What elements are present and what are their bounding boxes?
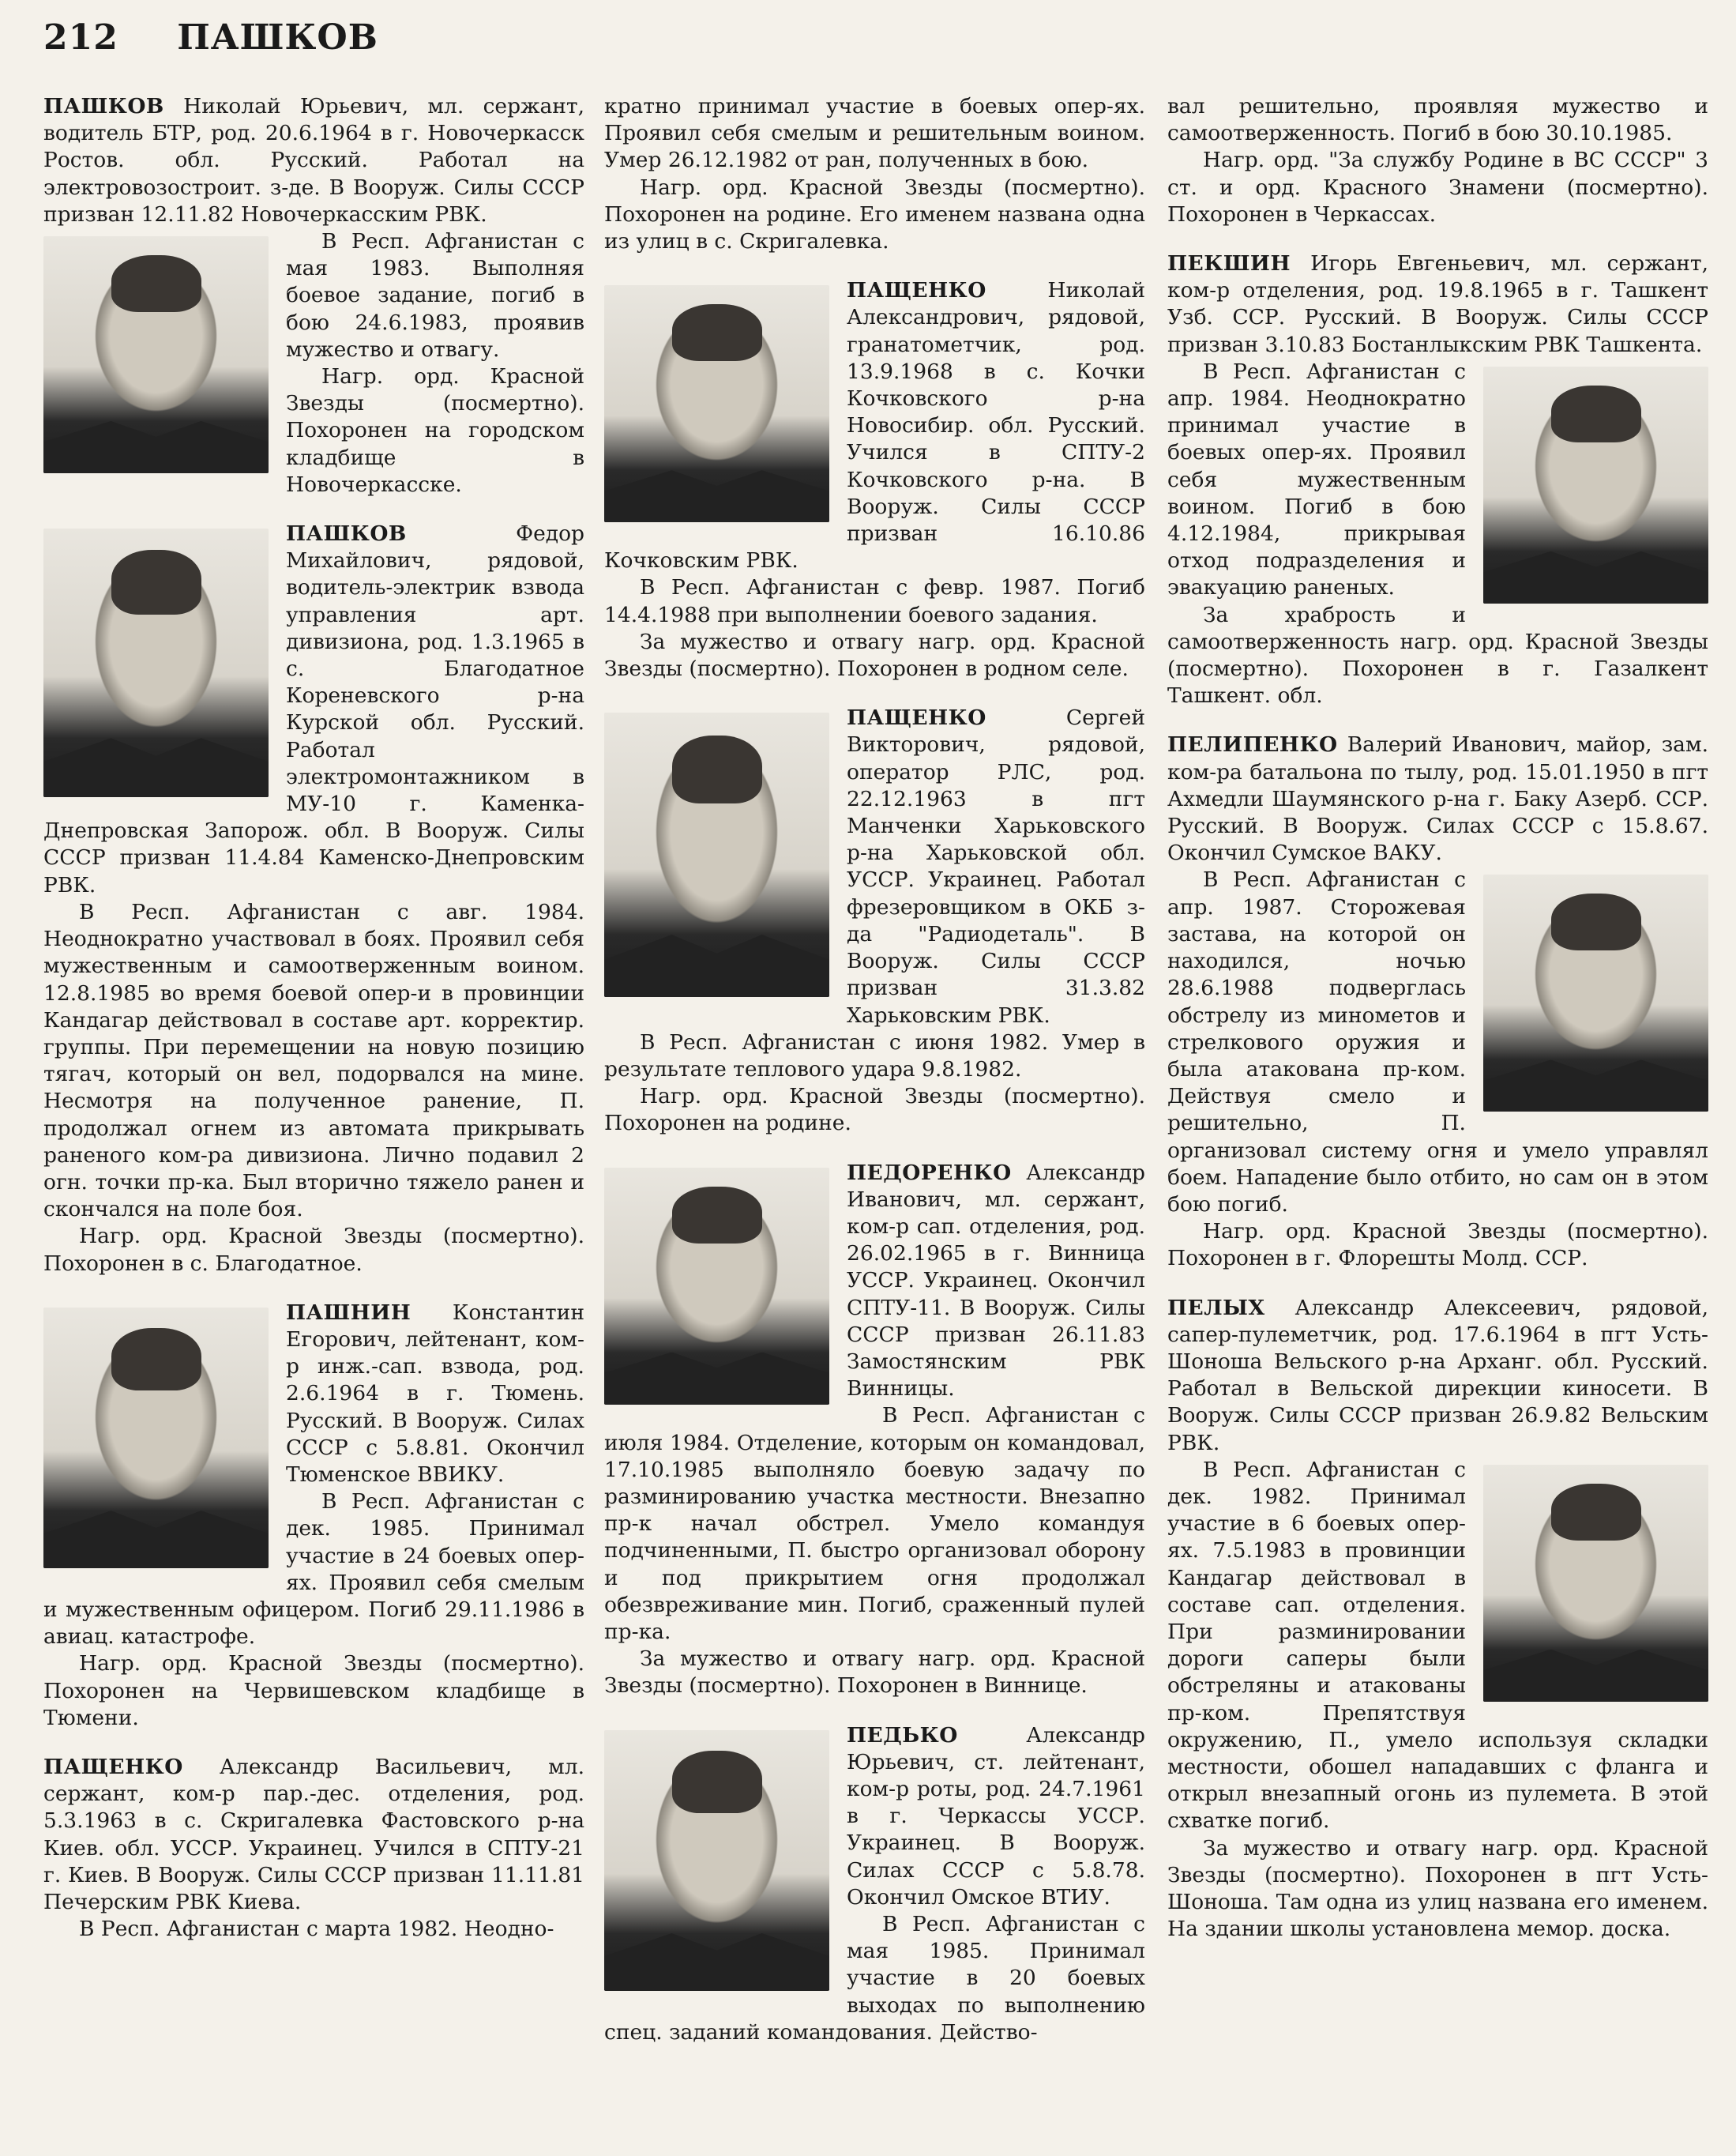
entry-paragraph: Нагр. орд. Красной Звезды (посмертно). Похоронен на родине. [604, 1084, 1145, 1136]
entry-pelipenko [1167, 732, 1708, 1272]
entry-continuation [604, 93, 1145, 255]
entry-surname: ПАЩЕНКО [43, 1754, 183, 1779]
entry-text: Игорь Евгеньевич, мл. сержант, ком-р отделения, род. 19.8.1965 в г. Ташкент Узб. ССР. Русский. В Вооруж. Силы СССР призван 3.10.83 Бостанлыкским РВК Ташкента. [1167, 251, 1708, 357]
portrait-photo [43, 529, 269, 797]
entry-text: Александр Иванович, мл. сержант, ком-р сап. отделения, род. 26.02.1965 в г. Винница УССР. Украинец. Окончил СПТУ-11. В Вооруж. Силы СССР призван 26.11.83 Замостянским РВК Винницы. [847, 1160, 1145, 1402]
entry-paragraph: В Респ. Афганистан с мая 1985. Принимал участие в 20 боевых выходах по выполнению спец. заданий командования. Действо- [604, 1912, 1145, 2045]
entry-surname: ПЕКШИН [1167, 251, 1291, 277]
entry-paragraph: За мужество и отвагу нагр. орд. Красной Звезды (посмертно). Похоронен в родном селе. [604, 629, 1145, 682]
entry-surname: ПАШКОВ [43, 94, 164, 119]
page-number: 212 [43, 17, 118, 58]
entry-text: Николай Александрович, рядовой, гранатометчик, род. 13.9.1968 в с. Кочки Кочковского р-на Новосибир. обл. Русский. Учился в СПТУ-2 Кочковского р-на. В Вооруж. Силы СССР призван 16.10.86 Кочковским РВК. [604, 278, 1145, 574]
entry-pekshin [1167, 250, 1708, 709]
entry-pashchenko-sergey [604, 705, 1145, 1137]
entry-paragraph: Нагр. орд. Красной Звезды (посмертно). Похоронен на родине. Его именем названа одна из улиц в с. Скригалевка. [604, 175, 1145, 254]
entry-paragraph: Нагр. орд. "За службу Родине в ВС СССР" 3 ст. и орд. Красного Знамени (посмертно). Похоронен в Черкассах. [1167, 148, 1708, 227]
entry-pedko [604, 1722, 1145, 2046]
entry-text: Сергей Викторович, рядовой, оператор РЛС, род. 22.12.1963 в пгт Манченки Харьковского р-на Харьковской обл. УССР. Украинец. Работал фрезеровщиком в ОКБ з-да "Радиодеталь". В Вооруж. Силы СССР призван 31.3.82 Харьковским РВК. [847, 705, 1145, 1028]
entry-pedorenko [604, 1160, 1145, 1700]
entry-paragraph: Нагр. орд. Красной Звезды (посмертно). Похоронен на Червишевском кладбище в Тюмени. [43, 1651, 584, 1730]
entry-pashnin [43, 1300, 584, 1732]
portrait-photo [43, 236, 269, 473]
entry-pelykh [1167, 1295, 1708, 1943]
column-3 [1167, 93, 1708, 1965]
entry-paragraph: В Респ. Афганистан с февр. 1987. Погиб 14.4.1988 при выполнении боевого задания. [604, 575, 1145, 627]
portrait-photo [1483, 367, 1708, 604]
entry-text: Александр Юрьевич, ст. лейтенант, ком-р роты, род. 24.7.1961 в г. Черкассы УССР. Украинец. В Вооруж. Силах СССР с 5.8.78. Окончил Омское ВТИУ. [847, 1722, 1145, 1910]
entry-surname: ПЕДЬКО [847, 1722, 958, 1748]
entry-surname: ПАЩЕНКО [847, 278, 986, 303]
column-2 [604, 93, 1145, 2068]
entry-pashchenko-nikolay [604, 277, 1145, 683]
entry-surname: ПАШКОВ [286, 521, 407, 547]
entry-paragraph: В Респ. Афганистан с апр. 1987. Сторожевая застава, на которой он находился, ночью 28.6.1988 подверглась обстрелу из минометов и стрелкового оружия и была атакована пр-ком. Действуя смело и решительно, П. организовал систему огня и умело управлял боем. Нападение было отбито, но сам он в этом бою погиб. [1167, 867, 1708, 1217]
entry-text: Александр Васильевич, мл. сержант, ком-р пар.-дес. отделения, род. 5.3.1963 в с. Скригалевка Фастовского р-на Киев. обл. УССР. Украинец. Учился в СПТУ-21 г. Киев. В Вооруж. Силы СССР призван 11.11.81 Печерским РВК Киева. [43, 1754, 584, 1914]
entry-paragraph: В Респ. Афганистан с июня 1982. Умер в результате теплового удара 9.8.1982. [604, 1029, 1145, 1082]
page-header [43, 17, 378, 58]
entry-paragraph: За мужество и отвагу нагр. орд. Красной Звезды (посмертно). Похоронен в Виннице. [604, 1646, 1145, 1699]
entry-surname: ПАЩЕНКО [847, 705, 986, 731]
entry-paragraph: За храбрость и самоотверженность нагр. орд. Красной Звезды (посмертно). Похоронен в г. Газалкент Ташкент. обл. [1167, 602, 1708, 709]
entry-surname: ПАШНИН [286, 1300, 411, 1325]
entry-surname: ПЕЛЫХ [1167, 1295, 1265, 1320]
portrait-photo [1483, 875, 1708, 1112]
entry-text: Валерий Иванович, майор, зам. ком-ра батальона по тылу, род. 15.01.1950 в пгт Ахмедли Шаумянского р-на г. Баку Азерб. ССР. Русский. В Вооруж. Силах СССР с 15.8.67. Окончил Сумское ВАКУ. [1167, 732, 1708, 866]
entry-continuation [1167, 93, 1708, 228]
entry-paragraph: кратно принимал участие в боевых опер-ях. Проявил себя смелым и решительным воином. Умер 26.12.1982 от ран, полученных в бою. [604, 94, 1145, 173]
entry-paragraph: В Респ. Афганистан с марта 1982. Неодно- [79, 1917, 554, 1942]
entry-text: Константин Егорович, лейтенант, ком-р инж.-сап. взвода, род. 2.6.1964 в г. Тюмень. Русский. В Вооруж. Силах СССР с 5.8.81. Окончил Тюменское ВВИКУ. [286, 1300, 584, 1487]
entry-text: Александр Алексеевич, рядовой, сапер-пулеметчик, род. 17.6.1964 в пгт Усть-Шоноша Вельского р-на Арханг. обл. Русский. Работал в Вельской дирекции киносети. В Вооруж. Силы СССР призван 26.9.82 Вельским РВК. [1167, 1295, 1708, 1455]
entry-text: Федор Михайлович, рядовой, водитель-электрик взвода управления арт. дивизиона, род. 1.3.1965 в с. Благодатное Кореневского р-на Курской обл. Русский. Работал электромонтажником в МУ-10 г. Каменка-Днепровская Запорож. обл. В Вооруж. Силы СССР призван 11.4.84 Каменско-Днепровским РВК. [43, 521, 584, 897]
entry-surname: ПЕЛИПЕНКО [1167, 732, 1338, 758]
entry-paragraph: В Респ. Афганистан с дек. 1982. Принимал участие в 6 боевых опер-ях. 7.5.1983 в провинции Кандагар действовал в составе сап. отделения. При разминировании дороги саперы были обстреляны и атакованы пр-ком. Препятствуя окружению, П., умело используя складки местности, обошел нападавших с фланга и открыл внезапный огонь из пулемета. В этой схватке погиб. [1167, 1457, 1708, 1834]
entry-paragraph: Нагр. орд. Красной Звезды (посмертно). Похоронен на городском кладбище в Новочеркасске. [286, 364, 584, 497]
entry-paragraph: За мужество и отвагу нагр. орд. Красной Звезды (посмертно). Похоронен в пгт Усть-Шоноша. Там одна из улиц названа его именем. На здании школы установлена мемор. доска. [1167, 1835, 1708, 1942]
entry-paragraph: В Респ. Афганистан с авг. 1984. Неоднократно участвовал в боях. Проявил себя мужественным и самоотверженным воином. 12.8.1985 во время боевой опер-и в провинции Кандагар действовал в составе арт. корректир. группы. При перемещении на новую позицию тягач, который он вел, подорвался на мине. Несмотря на полученное ранение, П. продолжал огнем из автомата прикрывать раненого ком-ра дивизиона. Лично подавил 2 огн. точки пр-ка. Был вторично тяжело ранен и скончался на поле боя. [43, 899, 584, 1222]
entry-pashkov-nikolay [43, 93, 584, 499]
portrait-photo [43, 1308, 269, 1568]
portrait-photo [604, 1730, 829, 1991]
portrait-photo [604, 1168, 829, 1405]
entry-paragraph: В Респ. Афганистан с мая 1983. Выполняя боевое задание, погиб в бою 24.6.1983, проявив мужество и отвагу. [286, 229, 584, 362]
entry-paragraph: В Респ. Афганистан с апр. 1984. Неоднократно принимал участие в боевых опер-ях. Проявил себя мужественным воином. Погиб в бою 4.12.1984, прикрывая отход подразделения и эвакуацию раненых. [1167, 359, 1466, 600]
entry-paragraph: вал решительно, проявляя мужество и самоотверженность. Погиб в бою 30.10.1985. [1167, 94, 1708, 146]
entry-text: Николай Юрьевич, мл. сержант, водитель БТР, род. 20.6.1964 в г. Новочеркасск Ростов. обл. Русский. Работал на электровозостроит. з-де. В Вооруж. Силы СССР призван 12.11.82 Новочеркасским РВК. [43, 94, 584, 227]
entry-paragraph: В Респ. Афганистан с дек. 1985. Принимал участие в 24 боевых опер-ях. Проявил себя смелым и мужественным офицером. Погиб 29.11.1986 в авиац. катастрофе. [43, 1489, 584, 1650]
portrait-photo [604, 713, 829, 997]
entry-surname: ПЕДОРЕНКО [847, 1160, 1012, 1185]
entry-paragraph: Нагр. орд. Красной Звезды (посмертно). Похоронен в г. Флорешты Молд. ССР. [1167, 1219, 1708, 1271]
portrait-photo [1483, 1465, 1708, 1702]
running-head: ПАШКОВ [177, 17, 378, 58]
entry-paragraph: Нагр. орд. Красной Звезды (посмертно). Похоронен в с. Благодатное. [43, 1224, 584, 1276]
entry-pashkov-fedor [43, 521, 584, 1277]
portrait-photo [604, 285, 829, 522]
entry-paragraph: В Респ. Афганистан с июля 1984. Отделение, которым он командовал, 17.10.1985 выполняло боевую задачу по разминированию участка местности. Внезапно пр-к начал обстрел. Умело командуя подчиненными, П. быстро организовал оборону и под прикрытием огня продолжал обезвреживание мин. Погиб, сраженный пулей пр-ка. [604, 1403, 1145, 1644]
column-1 [43, 93, 584, 1965]
entry-pashchenko-aleksandr [43, 1754, 584, 1943]
